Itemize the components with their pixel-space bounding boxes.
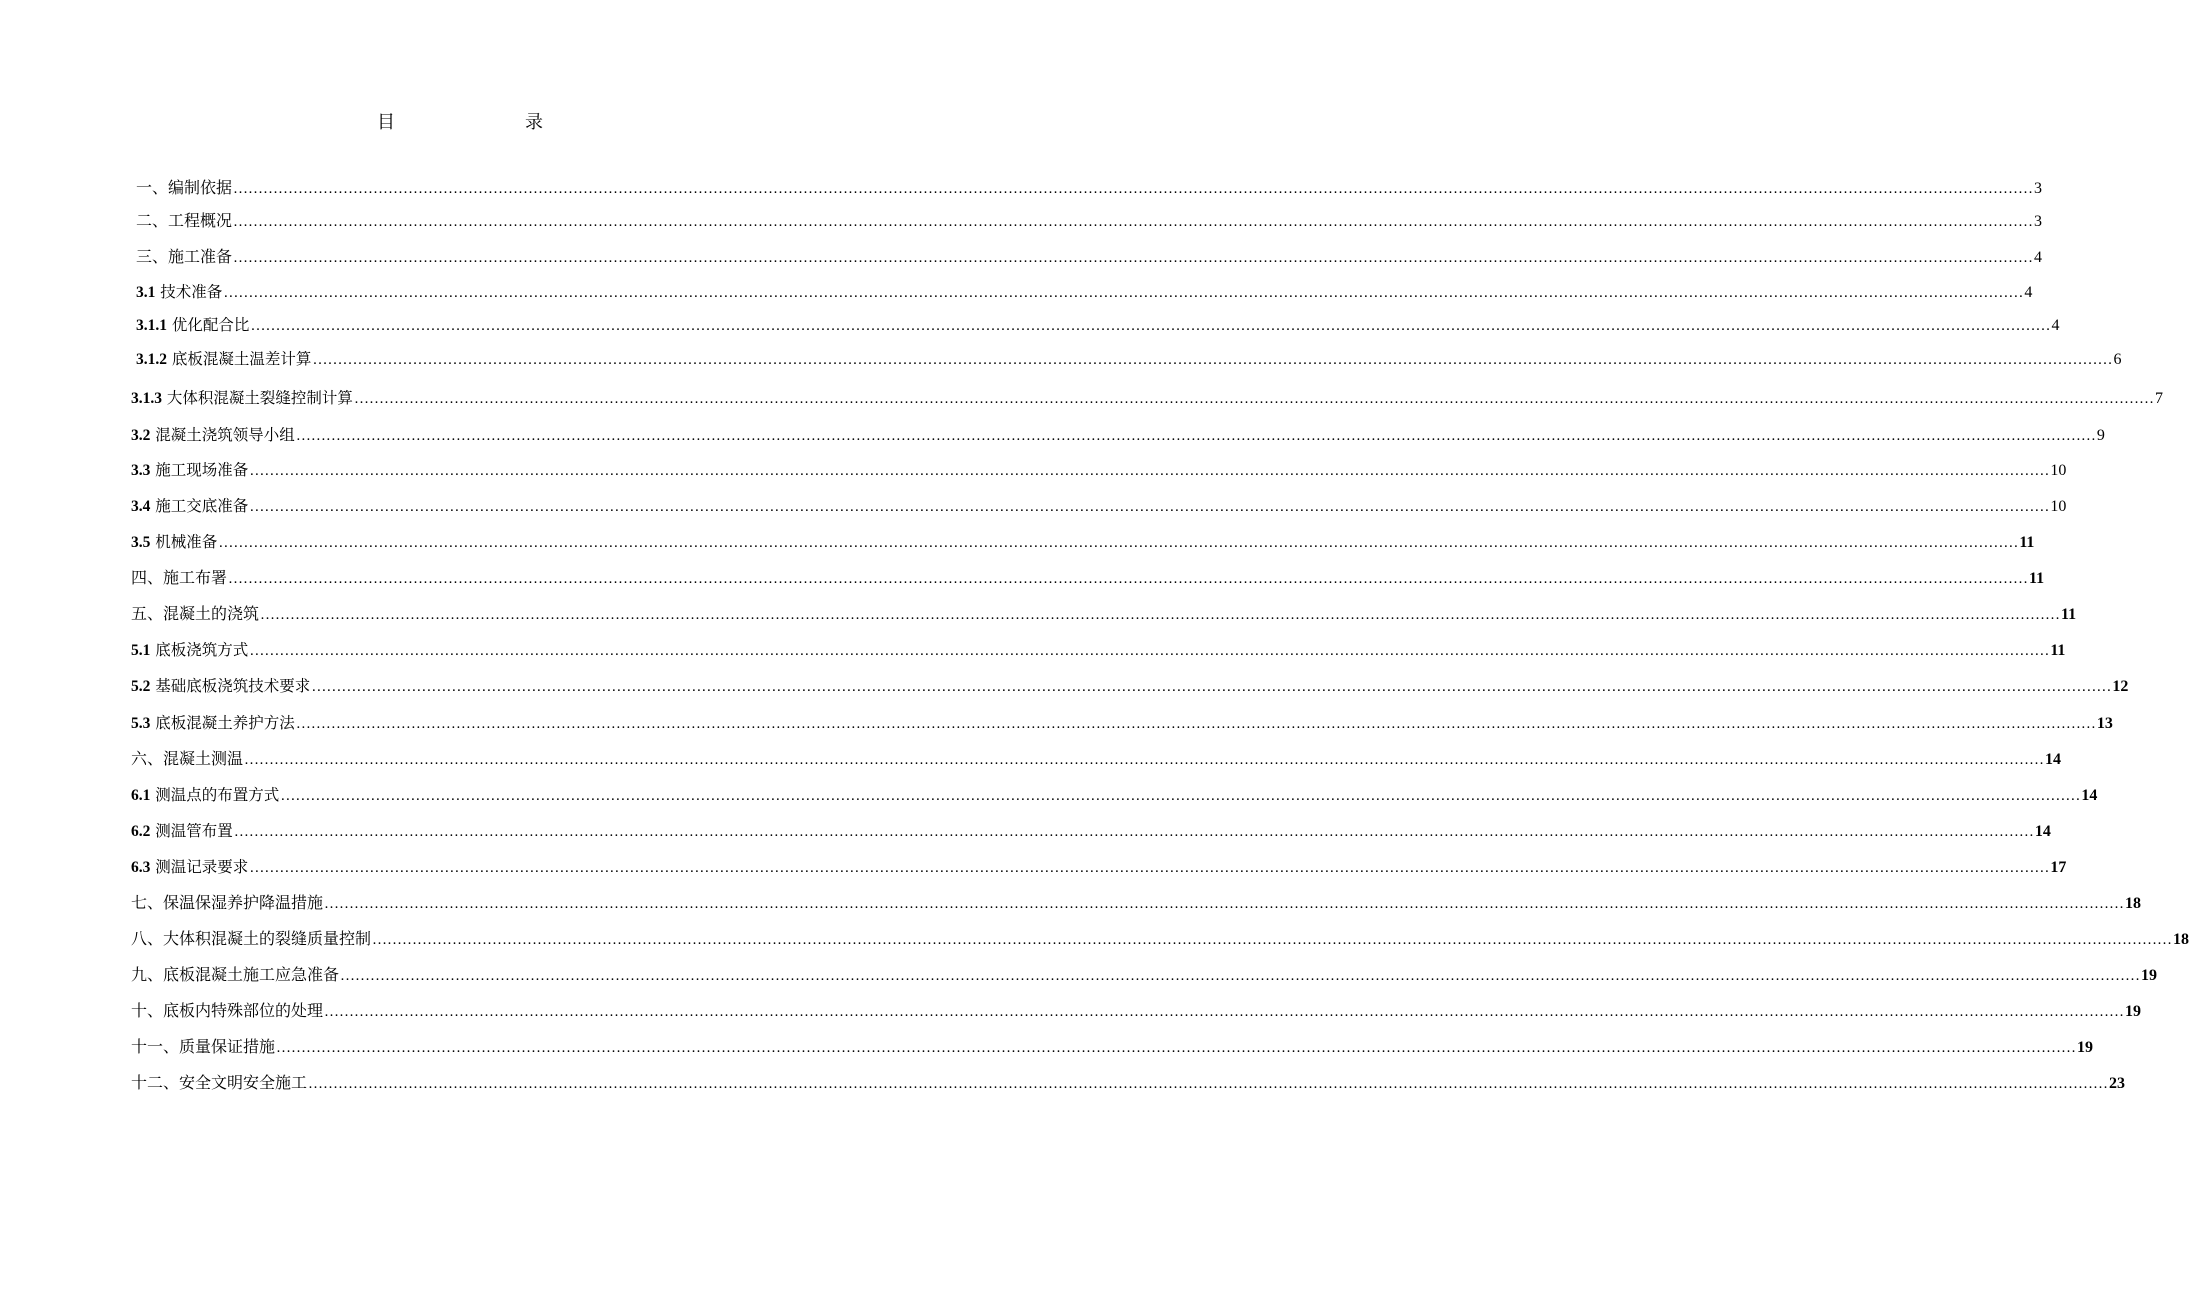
toc-entry-number: 3.1 [136,284,156,301]
toc-page-number: 4 [2051,317,2060,334]
toc-dot-leader: ……………………………………………………………………………………………………………………………………………………………………………………………………………………………………………………………………………………………………………………………… [228,571,2029,587]
toc-dot-leader: ……………………………………………………………………………………………………………………………………………………………………………………………………………………………………………………………………………………………………………………………… [233,214,2034,230]
toc-entry[interactable] [136,176,2043,200]
toc-page-number: 11 [2019,534,2035,551]
toc-dot-leader: ……………………………………………………………………………………………………………………………………………………………………………………………………………………………………………………………………………………………………………………………… [233,824,2034,840]
toc-entry[interactable] [131,747,2062,771]
toc-entry-text: 大体积混凝土裂缝控制计算 [162,389,353,407]
toc-entry[interactable] [131,386,2163,410]
toc-entry[interactable] [131,530,2035,554]
toc-dot-leader: ……………………………………………………………………………………………………………………………………………………………………………………………………………………………………………………………………………………………………………………………… [218,535,2019,551]
toc-entry-label: 二、工程概况 [136,211,233,230]
toc-entry-label [136,347,311,372]
toc-page-number: 19 [2077,1039,2094,1056]
toc-entry-label [131,386,353,411]
toc-dot-leader: ……………………………………………………………………………………………………………………………………………………………………………………………………………………………………………………………………………………………………………………………… [249,643,2050,659]
toc-entry[interactable] [136,347,2122,371]
toc-entry-label [131,783,279,808]
toc-page-number: 18 [2125,895,2142,912]
toc-dot-leader: ……………………………………………………………………………………………………………………………………………………………………………………………………………………………………………………………………………………………………………………………… [372,932,2173,948]
toc-entry[interactable] [136,245,2043,269]
toc-dot-leader: ……………………………………………………………………………………………………………………………………………………………………………………………………………………………………………………………………………………………………………………………… [280,788,2081,804]
toc-entry-text: 底板浇筑方式 [150,641,249,659]
toc-dot-leader: ……………………………………………………………………………………………………………………………………………………………………………………………………………………………………………………………………………………………………………………………… [312,352,2113,368]
toc-entry[interactable] [131,674,2129,698]
toc-entry[interactable] [131,458,2067,482]
toc-entry-text: 施工交底准备 [150,497,249,515]
toc-entry-number: 6.1 [131,787,151,804]
toc-entry[interactable] [136,280,2033,304]
toc-entry[interactable] [131,999,2142,1023]
toc-page-number: 14 [2081,787,2098,804]
toc-entry-text: 基础底板浇筑技术要求 [150,677,311,695]
toc-page-number: 13 [2096,715,2113,732]
title-left-char: 目 [377,112,395,133]
toc-entry[interactable] [131,819,2051,843]
toc-entry-label [131,819,233,844]
toc-entry-label: 八、大体积混凝土的裂缝质量控制 [131,929,372,948]
toc-dot-leader: ……………………………………………………………………………………………………………………………………………………………………………………………………………………………………………………………………………………………………………………………… [295,716,2096,732]
toc-dot-leader: ……………………………………………………………………………………………………………………………………………………………………………………………………………………………………………………………………………………………………………………………… [233,250,2034,266]
toc-entry-label: 十二、安全文明安全施工 [131,1073,308,1092]
toc-entry-text: 优化配合比 [167,316,250,334]
toc-entry[interactable] [136,209,2043,233]
toc-entry-label: 五、混凝土的浇筑 [131,604,260,623]
toc-entry-number: 3.2 [131,427,151,444]
toc-dot-leader: ……………………………………………………………………………………………………………………………………………………………………………………………………………………………………………………………………………………………………………………………… [250,318,2051,334]
toc-entry-label [131,711,295,736]
toc-dot-leader: ……………………………………………………………………………………………………………………………………………………………………………………………………………………………………………………………………………………………………………………………… [233,181,2034,197]
toc-entry-label: 六、混凝土测温 [131,749,244,768]
toc-dot-leader: ……………………………………………………………………………………………………………………………………………………………………………………………………………………………………………………………………………………………………………………………… [295,428,2096,444]
toc-page-number: 23 [2109,1075,2126,1092]
toc-dot-leader: ……………………………………………………………………………………………………………………………………………………………………………………………………………………………………………………………………………………………………………………………… [324,896,2125,912]
toc-page-number: 4 [2024,284,2033,301]
toc-entry-label [131,458,248,483]
toc-entry-label [136,313,249,338]
toc-page-number: 11 [2029,570,2045,587]
toc-entry-text: 底板混凝土养护方法 [150,714,295,732]
toc-entry[interactable] [131,891,2142,915]
toc-dot-leader: ……………………………………………………………………………………………………………………………………………………………………………………………………………………………………………………………………………………………………………………………… [249,860,2050,876]
toc-dot-leader: ……………………………………………………………………………………………………………………………………………………………………………………………………………………………………………………………………………………………………………………………… [223,285,2024,301]
toc-entry-text: 测温管布置 [150,822,233,840]
toc-entry-label: 十一、质量保证措施 [131,1037,276,1056]
toc-dot-leader: ……………………………………………………………………………………………………………………………………………………………………………………………………………………………………………………………………………………………………………………………… [311,679,2112,695]
toc-page-number: 6 [2113,351,2122,368]
toc-entry[interactable] [131,494,2067,518]
toc-entry-label: 九、底板混凝土施工应急准备 [131,965,340,984]
toc-page-number: 19 [2125,1003,2142,1020]
toc-entry-text: 技术准备 [155,283,223,301]
toc-page-number: 14 [2034,823,2051,840]
toc-entry-label [131,674,310,699]
toc-entry-number: 3.1.3 [131,390,162,407]
toc-entry[interactable] [131,783,2098,807]
toc-page-number: 3 [2034,213,2043,230]
toc-page-number: 12 [2112,678,2129,695]
toc-entry-label [131,855,248,880]
toc-entry-label [131,530,217,555]
toc-page-number: 7 [2154,390,2163,407]
toc-entry[interactable] [131,927,2189,951]
toc-entry-text: 施工现场准备 [150,461,249,479]
toc-entry[interactable] [131,1071,2126,1095]
toc-entry-label: 七、保温保湿养护降温措施 [131,893,324,912]
toc-entry-text: 机械准备 [150,533,218,551]
toc-page-number: 10 [2050,498,2067,515]
toc-entry-number: 3.3 [131,462,151,479]
toc-entry-label [131,494,248,519]
toc-entry[interactable] [131,638,2066,662]
toc-page-number: 18 [2173,931,2189,948]
toc-entry-number: 3.4 [131,498,151,515]
toc-entry-label: 十、底板内特殊部位的处理 [131,1001,324,1020]
toc-entry-number: 5.1 [131,642,151,659]
toc-dot-leader: ……………………………………………………………………………………………………………………………………………………………………………………………………………………………………………………………………………………………………………………………… [353,391,2154,407]
toc-page-number: 17 [2050,859,2067,876]
toc-entry[interactable] [131,1035,2094,1059]
toc-dot-leader: ……………………………………………………………………………………………………………………………………………………………………………………………………………………………………………………………………………………………………………………………… [244,752,2045,768]
toc-page-number: 10 [2050,462,2067,479]
toc-entry[interactable] [131,963,2158,987]
toc-entry-number: 3.1.2 [136,351,167,368]
toc-page-number: 4 [2034,249,2043,266]
toc-dot-leader: ……………………………………………………………………………………………………………………………………………………………………………………………………………………………………………………………………………………………………………………………… [260,607,2061,623]
toc-entry[interactable] [131,711,2113,735]
toc-entry-text: 测温记录要求 [150,858,249,876]
toc-page-number: 11 [2061,606,2077,623]
toc-entry[interactable] [136,313,2060,337]
toc-entry-label [131,423,295,448]
toc-dot-leader: ……………………………………………………………………………………………………………………………………………………………………………………………………………………………………………………………………………………………………………………………… [276,1040,2077,1056]
toc-entry-number: 5.2 [131,678,151,695]
toc-page-number: 9 [2096,427,2105,444]
toc-entry-text: 底板混凝土温差计算 [167,350,312,368]
toc-entry-label [136,280,222,305]
title-right-char: 录 [525,112,543,133]
toc-page-number: 3 [2034,180,2043,197]
toc-entry-label [131,638,248,663]
toc-entry[interactable] [131,566,2045,590]
toc-entry[interactable] [131,602,2077,626]
toc-dot-leader: ……………………………………………………………………………………………………………………………………………………………………………………………………………………………………………………………………………………………………………………………… [324,1004,2125,1020]
toc-entry-number: 6.2 [131,823,151,840]
toc-dot-leader: ……………………………………………………………………………………………………………………………………………………………………………………………………………………………………………………………………………………………………………………………… [308,1076,2109,1092]
toc-entry-label: 四、施工布署 [131,568,228,587]
toc-entry-number: 6.3 [131,859,151,876]
toc-entry-label: 一、编制依据 [136,178,233,197]
toc-dot-leader: ……………………………………………………………………………………………………………………………………………………………………………………………………………………………………………………………………………………………………………………………… [249,499,2050,515]
toc-entry-text: 混凝土浇筑领导小组 [150,426,295,444]
toc-page-number: 11 [2050,642,2066,659]
toc-page-number: 19 [2141,967,2158,984]
toc-entry-label: 三、施工准备 [136,247,233,266]
toc-dot-leader: ……………………………………………………………………………………………………………………………………………………………………………………………………………………………………………………………………………………………………………………………… [249,463,2050,479]
toc-entry-number: 5.3 [131,715,151,732]
toc-entry-number: 3.5 [131,534,151,551]
toc-entry-text: 测温点的布置方式 [150,786,280,804]
toc-dot-leader: ……………………………………………………………………………………………………………………………………………………………………………………………………………………………………………………………………………………………………………………………… [340,968,2141,984]
toc-entry-number: 3.1.1 [136,317,167,334]
toc-entry[interactable] [131,855,2067,879]
toc-page-number: 14 [2045,751,2062,768]
toc-entry[interactable] [131,423,2105,447]
